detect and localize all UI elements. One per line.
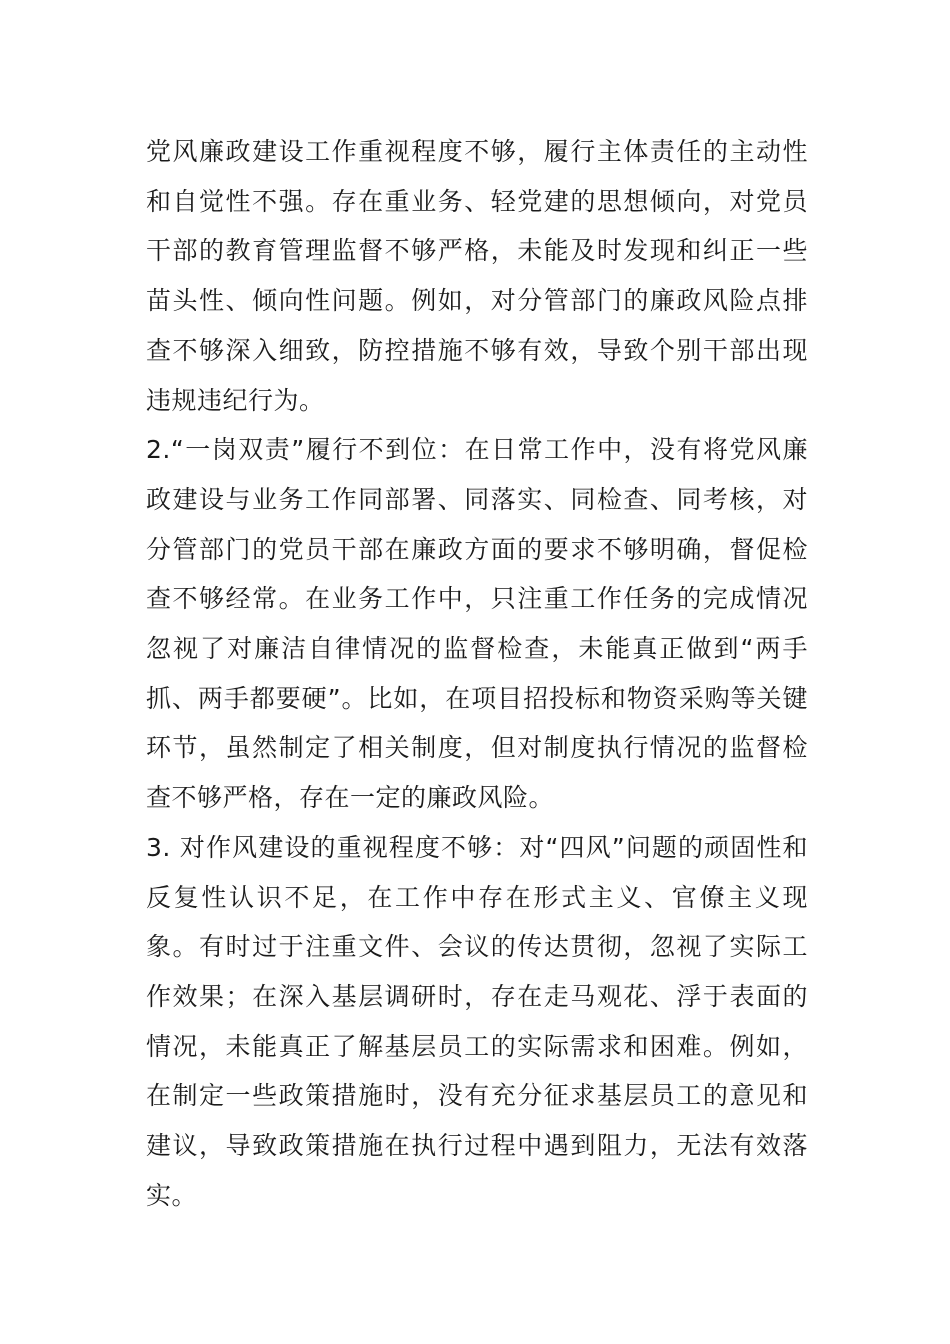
- document-body: [146, 127, 808, 1220]
- paragraph-intro: 党风廉政建设工作重视程度不够，履行主体责任的主动性和自觉性不强。存在重业务、轻党建的思想倾向，对党员干部的教育管理监督不够严格，未能及时发现和纠正一些苗头性、倾向性问题。例如，对分管部门的廉政风险点排查不够深入细致，防控措施不够有效，导致个别干部出现违规违纪行为。: [146, 137, 808, 415]
- paragraph-item-3: 3. 对作风建设的重视程度不够：对“四风”问题的顽固性和反复性认识不足，在工作中存在形式主义、官僚主义现象。有时过于注重文件、会议的传达贯彻，忽视了实际工作效果；在深入基层调研时，存在走马观花、浮于表面的情况，未能真正了解基层员工的实际需求和困难。例如，在制定一些政策措施时，没有充分征求基层员工的意见和建议，导致政策措施在执行过程中遇到阻力，无法有效落实。: [146, 832, 808, 1210]
- paragraph-item-2: 2.“一岗双责”履行不到位：在日常工作中，没有将党风廉政建设与业务工作同部署、同落实、同检查、同考核，对分管部门的党员干部在廉政方面的要求不够明确，督促检查不够经常。在业务工作中，只注重工作任务的完成情况忽视了对廉洁自律情况的监督检查，未能真正做到“两手抓、两手都要硬”。比如，在项目招投标和物资采购等关键环节，虽然制定了相关制度，但对制度执行情况的监督检查不够严格，存在一定的廉政风险。: [146, 435, 808, 813]
